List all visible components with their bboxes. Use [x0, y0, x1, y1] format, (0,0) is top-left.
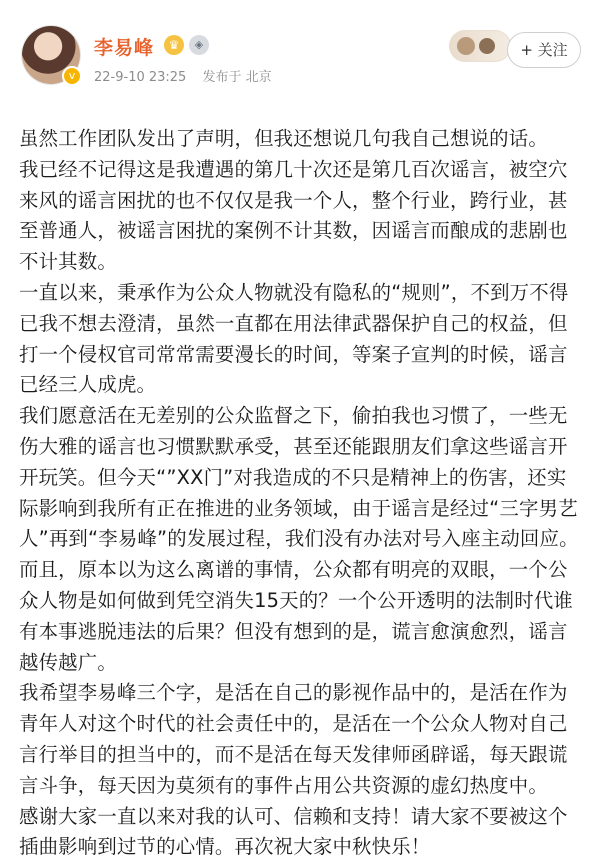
verified-badge-icon: v	[62, 66, 82, 86]
post-timestamp: 22-9-10 23:25	[94, 70, 187, 85]
paragraph-5: 我希望李易峰三个字，是活在自己的影视作品中的，是活在作为青年人对这个时代的社会责任中的，是活在一个公众人物对自己言行举目的担当中的，而不是活在每天发律师函辟谣，每天跟谎言斗争，每天因为莫须有的事件占用公共资源的虚幻热度中。	[19, 681, 568, 797]
follow-button[interactable]: + 关注	[507, 32, 581, 68]
paragraph-4: 我们愿意活在无差别的公众监督之下，偷拍我也习惯了，一些无伤大雅的谣言也习惯默默承受，甚至还能跟朋友们拿这些谣言开开玩笑。但今天“”XX门”对我造成的不只是精神上的伤害，还实际影响到我所有正在推进的业务领域，由于谣言是经过“三字男艺人”再到“李易峰”的发展过程，我们没有办法对号入座主动回应。而且，原本以为这么离谱的事情，公众都有明亮的双眼，一个公众人物是如何做到凭空消失15天的？一个公开透明的法制时代谁有本事逃脱违法的后果？但没有想到的是，谎言愈演愈烈，谣言越传越广。	[19, 404, 579, 674]
paragraph-6: 感谢大家一直以来对我的认可、信赖和支持！请大家不要被这个插曲影响到过节的心情。再次祝大家中秋快乐！	[19, 804, 568, 859]
paragraph-2: 我已经不记得这是我遭遇的第几十次还是第几百次谣言，被空穴来风的谣言困扰的也不仅仅是我一个人，整个行业，跨行业，甚至普通人，被谣言困扰的案例不计其数，因谣言而酿成的悲剧也不计其数。	[19, 157, 568, 274]
decoration-dot	[457, 37, 475, 55]
crown-icon[interactable]: ♛	[164, 35, 184, 55]
post-body	[19, 124, 585, 863]
paragraph-3: 一直以来，秉承作为公众人物就没有隐私的“规则”，不到万不得已我不想去澄清，虽然一直都在用法律武器保护自己的权益，但打一个侵权官司常常需要漫长的时间，等案子宣判的时候，谣言已经三人成虎。	[19, 280, 569, 397]
decoration-dot	[479, 38, 495, 54]
post-location: 发布于 北京	[202, 70, 272, 85]
author-name[interactable]: 李易峰	[94, 37, 155, 59]
post-meta	[94, 66, 284, 85]
decoration-badge-icon[interactable]	[449, 30, 511, 62]
post-header	[0, 0, 600, 100]
paragraph-1: 虽然工作团队发出了声明，但我还想说几句我自己想说的话。	[19, 127, 548, 150]
level-badge-icon[interactable]: ◈	[189, 35, 209, 55]
